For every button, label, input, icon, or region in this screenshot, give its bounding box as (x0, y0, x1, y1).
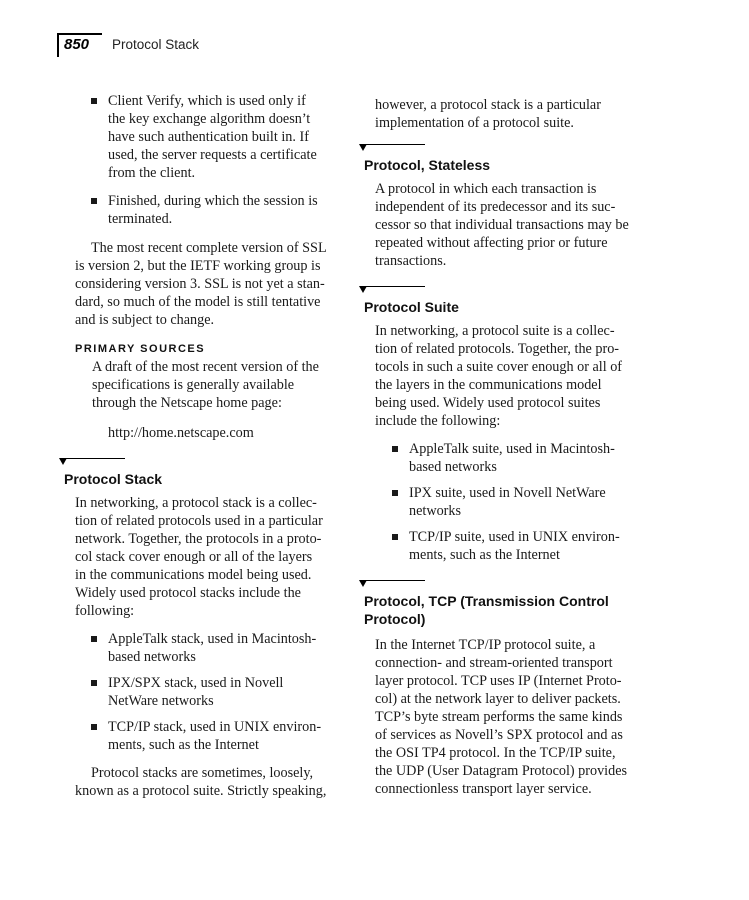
paragraph-line: and is subject to change. (75, 312, 215, 328)
list-item-line: TCP/IP stack, used in UNIX environ- (108, 719, 322, 735)
paragraph-line: being used. Widely used protocol suites (375, 395, 601, 411)
list-item-line: networks (409, 503, 462, 519)
list-item-line: NetWare networks (108, 693, 214, 709)
entry-title-protocol-tcp (364, 592, 650, 628)
bullet-square-icon (91, 98, 97, 104)
entry-title-line: Protocol) (364, 611, 426, 627)
paragraph-line: repeated without affecting prior or future (375, 235, 608, 251)
paragraph-line: Widely used protocol stacks include the (75, 585, 301, 601)
entry-rule (365, 286, 425, 287)
triangle-marker-icon (359, 286, 367, 293)
list-item-line: ments, such as the Internet (409, 547, 560, 563)
suite-body (375, 322, 650, 430)
paragraph-line: connectionless transport layer service. (375, 781, 592, 797)
entry-rule (65, 458, 125, 459)
list-item (409, 440, 650, 476)
paragraph-line: following: (75, 603, 135, 619)
entry-rule (365, 580, 425, 581)
entry-marker (359, 142, 650, 156)
list-item (409, 484, 650, 520)
entry-rule (365, 144, 425, 145)
paragraph-line: tocols in such a suite cover enough or all of (375, 359, 623, 375)
list-item-line: terminated. (108, 211, 173, 227)
paragraph-line: known as a protocol suite. Strictly speaking, (75, 783, 327, 799)
list-item-line: IPX/SPX stack, used in Novell (108, 675, 284, 691)
paragraph-line: In networking, a protocol suite is a collec- (375, 323, 615, 339)
bullet-square-icon (392, 490, 398, 496)
list-item (108, 630, 345, 666)
paragraph-line: tion of related protocols. Together, the pro- (375, 341, 620, 357)
running-title: Protocol Stack (112, 37, 200, 52)
list-item-line: TCP/IP suite, used in UNIX environ- (409, 529, 620, 545)
list-item-line: from the client. (108, 165, 196, 181)
list-item (108, 92, 345, 182)
list-item-line: based networks (108, 649, 196, 665)
netscape-url: http://home.netscape.com (108, 425, 254, 441)
page-number: 850 (64, 36, 90, 53)
paragraph-line: col stack cover enough or all of the layers (75, 549, 313, 565)
bullet-square-icon (91, 680, 97, 686)
bullet-square-icon (91, 198, 97, 204)
suite-bullet-list (375, 440, 650, 564)
list-item-line: have such authentication built in. If (108, 129, 309, 145)
paragraph-line: independent of its predecessor and its suc- (375, 199, 616, 215)
paragraph-line: in the communications model being used. (75, 567, 312, 583)
paragraph-line: dard, so much of the model is still tentative (75, 294, 321, 310)
paragraph-line: through the Netscape home page: (92, 395, 282, 411)
paragraph-line: layer protocol. TCP uses IP (Internet Proto- (375, 673, 622, 689)
paragraph-line: the UDP (User Datagram Protocol) provides (375, 763, 628, 779)
paragraph-line: however, a protocol stack is a particular (375, 97, 601, 113)
paragraph-line: Protocol stacks are sometimes, loosely, (91, 765, 314, 781)
paragraph-line: tion of related protocols used in a particular (75, 513, 323, 529)
header-rule-horizontal (57, 33, 102, 35)
running-header (57, 27, 357, 57)
stateless-body (375, 180, 650, 270)
entry-marker (359, 578, 650, 592)
bullet-square-icon (392, 446, 398, 452)
list-item-line: AppleTalk suite, used in Macintosh- (409, 441, 615, 457)
primary-sources-text (75, 358, 345, 442)
paragraph-line: The most recent complete version of SSL (91, 240, 327, 256)
right-column (364, 96, 650, 798)
left-column (64, 92, 345, 800)
stack-bullet-list (75, 630, 345, 754)
paragraph-line: transactions. (375, 253, 447, 269)
paragraph-line: the OSI TP4 protocol. In the TCP/IP suite, (375, 745, 616, 761)
header-rule-vertical (57, 33, 59, 57)
entry-title-line: Protocol, TCP (Transmission Control (364, 593, 609, 609)
continuation-text (375, 96, 650, 132)
entry-title-protocol-suite: Protocol Suite (364, 299, 459, 315)
paragraph-line: considering version 3. SSL is not yet a stan- (75, 276, 325, 292)
ssl-bullet-list (75, 92, 345, 228)
entry-title-protocol-stateless: Protocol, Stateless (364, 157, 491, 173)
list-item (108, 674, 345, 710)
list-item-line: AppleTalk stack, used in Macintosh- (108, 631, 317, 647)
entry-marker (59, 456, 345, 470)
paragraph-line: A protocol in which each transaction is (375, 181, 597, 197)
paragraph-line: In networking, a protocol stack is a collec- (75, 495, 317, 511)
list-item (108, 718, 345, 754)
list-item-line: based networks (409, 459, 497, 475)
stack-closing (75, 764, 345, 800)
paragraph-line: implementation of a protocol suite. (375, 115, 574, 131)
paragraph-line: In the Internet TCP/IP protocol suite, a (375, 637, 596, 653)
primary-sources-heading: PRIMARY SOURCES (75, 343, 206, 355)
triangle-marker-icon (359, 144, 367, 151)
list-item-line: Finished, during which the session is (108, 193, 318, 209)
entry-title-protocol-stack: Protocol Stack (64, 471, 163, 487)
paragraph-line: include the following: (375, 413, 501, 429)
paragraph-line: cessor so that individual transactions may be (375, 217, 629, 233)
paragraph-line: connection- and stream-oriented transport (375, 655, 613, 671)
paragraph-line: is version 2, but the IETF working group is (75, 258, 321, 274)
list-item-line: ments, such as the Internet (108, 737, 259, 753)
list-item (409, 528, 650, 564)
list-item-line: Client Verify, which is used only if (108, 93, 306, 109)
list-item (108, 192, 345, 228)
paragraph-line: specifications is generally available (92, 377, 295, 393)
list-item-line: IPX suite, used in Novell NetWare (409, 485, 606, 501)
ssl-paragraph (75, 239, 345, 329)
list-item-line: the key exchange algorithm doesn’t (108, 111, 311, 127)
stack-intro (75, 494, 345, 620)
bullet-square-icon (392, 534, 398, 540)
triangle-marker-icon (359, 580, 367, 587)
bullet-square-icon (91, 724, 97, 730)
paragraph-line: TCP’s byte stream performs the same kinds (375, 709, 623, 725)
paragraph-line: the layers in the communications model (375, 377, 602, 393)
paragraph-line: network. Together, the protocols in a proto- (75, 531, 322, 547)
tcp-body (375, 636, 650, 798)
entry-marker (359, 284, 650, 298)
list-item-line: used, the server requests a certificate (108, 147, 317, 163)
triangle-marker-icon (59, 458, 67, 465)
paragraph-line: A draft of the most recent version of the (92, 359, 319, 375)
paragraph-line: of services as Novell’s SPX protocol and as (375, 727, 623, 743)
bullet-square-icon (91, 636, 97, 642)
paragraph-line: col) at the network layer to deliver packets. (375, 691, 621, 707)
